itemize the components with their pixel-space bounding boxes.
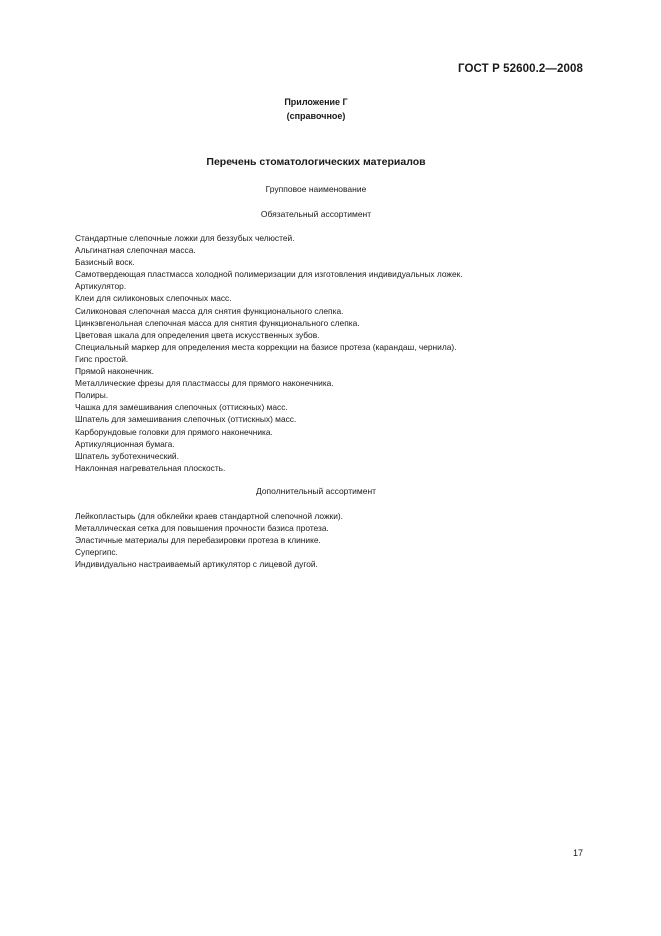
page-number: 17 [572,848,583,858]
list-item: Цинкэвгенольная слепочная масса для снятия функционального слепка. [75,317,360,328]
list-item: Самотвердеющая пластмасса холодной полимеризации для изготовления индивидуальных ложек. [75,269,463,280]
list-item: Стандартные слепочные ложки для беззубых челюстей. [75,233,295,243]
list-item: Индивидуально настраиваемый артикулятор с лицевой дугой. [75,559,318,570]
list-item: Артикуляционная бумага. [75,438,175,449]
list-item: Силиконовая слепочная масса для снятия функционального слепка. [75,305,344,316]
list-item: Прямой наконечник. [75,366,154,377]
mandatory-heading: Обязательный ассортимент [260,209,372,219]
list-item: Чашка для замешивания слепочных (оттискных) масс. [75,402,288,413]
list-item: Специальный маркер для определения места коррекции на базисе протеза (карандаш, чернила). [75,341,457,352]
list-item: Лейкопластырь (для обклейки краев стандартной слепочной ложки). [75,511,344,521]
list-item: Цветовая шкала для определения цвета искусственных зубов. [75,329,320,340]
appendix-type: (справочное) [286,111,346,121]
list-item: Металлические фрезы для пластмассы для прямого наконечника. [75,378,334,389]
list-item: Гипс простой. [75,353,129,364]
additional-list [75,510,343,570]
list-item: Супергипс. [75,547,118,558]
list-item: Базисный воск. [75,257,135,268]
additional-heading: Дополнительный ассортимент [255,486,377,496]
mandatory-list [75,232,463,474]
list-item: Альгинатная слепочная масса. [75,245,196,256]
group-heading: Групповое наименование [265,184,367,194]
list-item: Металлическая сетка для повышения прочности базиса протеза. [75,523,329,534]
document-title: Перечень стоматологических материалов [206,156,426,168]
list-item: Шпатель для замешивания слепочных (оттискных) масс. [75,414,297,425]
appendix-label: Приложение Г [284,97,348,107]
appendix-block [0,95,632,123]
list-item: Клеи для силиконовых слепочных масс. [75,293,232,304]
list-item: Полиры. [75,390,109,401]
list-item: Артикулятор. [75,281,127,292]
list-item: Карборундовые головки для прямого наконечника. [75,426,273,437]
list-item: Наклонная нагревательная плоскость. [75,462,226,473]
document-code: ГОСТ Р 52600.2—2008 [458,63,583,75]
list-item: Шпатель зуботехнический. [75,450,179,461]
list-item: Эластичные материалы для перебазировки протеза в клинике. [75,535,321,546]
